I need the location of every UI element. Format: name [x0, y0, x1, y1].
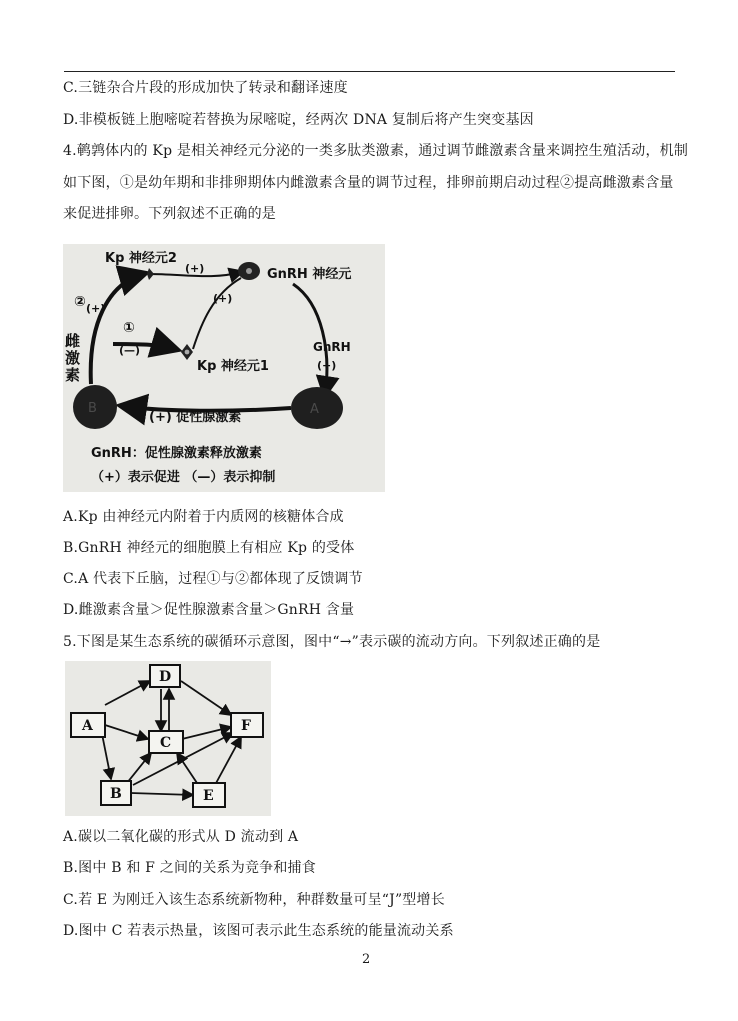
- node-e: [193, 783, 225, 807]
- kp1-neuron-icon: [181, 344, 193, 360]
- q4-stem-line3: 来促进排卵。下列叙述不正确的是: [63, 206, 276, 222]
- q4-option-a: A.Kp 由神经元内附着于内质网的核糖体合成: [63, 509, 344, 525]
- gnrh-neuron-label: GnRH 神经元: [267, 267, 352, 282]
- q5-stem: 5.下图是某生态系统的碳循环示意图，图中“→”表示碳的流动方向。下列叙述正确的是: [63, 634, 601, 650]
- minus-label-1: (—): [119, 344, 141, 357]
- q4-option-d: D.雌激素含量＞促性腺激素含量＞GnRH 含量: [63, 602, 355, 618]
- estrogen-char-1: 雌: [65, 332, 81, 350]
- q4-option-c: C.A 代表下丘脑，过程①与②都体现了反馈调节: [63, 571, 363, 587]
- svg-text:A: A: [310, 402, 319, 417]
- q5-option-c: C.若 E 为刚迁入该生态系统新物种，种群数量可呈“J”型增长: [63, 892, 445, 908]
- node-d: [150, 665, 180, 687]
- estrogen-char-3: 素: [65, 366, 81, 384]
- node-a-circle: [291, 387, 343, 429]
- q4-option-b: B.GnRH 神经元的细胞膜上有相应 Kp 的受体: [63, 540, 355, 556]
- plus-label-mid: (+): [213, 292, 233, 305]
- page-number: 2: [362, 952, 371, 967]
- arrow-a-c: [105, 725, 148, 739]
- plus-label-top: (+): [185, 262, 205, 275]
- kp1-to-gnrh-arrow: [193, 278, 241, 349]
- q3-option-c: C.三链杂合片段的形成加快了转录和翻译速度: [63, 80, 348, 96]
- arrow-a-d: [105, 681, 150, 705]
- gnrh-arrow: [293, 284, 327, 394]
- estrogen-char-2: 激: [65, 349, 81, 367]
- figure-carbon-cycle: [65, 661, 271, 816]
- svg-text:D: D: [159, 669, 172, 685]
- node-b-circle: [73, 385, 117, 429]
- node-f: [231, 713, 263, 737]
- svg-text:A: A: [82, 718, 93, 734]
- q4-stem-line1: 4.鹌鹑体内的 Kp 是相关神经元分泌的一类多肽类激素，通过调节雌激素含量来调控生殖活动，机制: [63, 143, 689, 159]
- circle-1-label: ①: [123, 320, 135, 336]
- circle-2-label: ②: [74, 294, 86, 310]
- q5-option-d: D.图中 C 若表示热量，该图可表示此生态系统的能量流动关系: [63, 923, 454, 939]
- svg-text:B: B: [110, 786, 122, 802]
- gnrh-label: GnRH: [313, 340, 351, 354]
- svg-text:F: F: [241, 718, 251, 734]
- arrow-e-f: [215, 737, 241, 785]
- plus-label-2: (+): [86, 302, 106, 315]
- q5-option-b: B.图中 B 和 F 之间的关系为竞争和捕食: [63, 860, 316, 876]
- svg-text:B: B: [88, 401, 97, 416]
- pathway-2-arrow: [91, 274, 143, 384]
- kp2-neuron-icon: [147, 268, 154, 280]
- legend-gnrh: GnRH：促性腺激素释放激素: [91, 446, 262, 461]
- svg-text:E: E: [203, 788, 214, 804]
- header-rule: [64, 71, 675, 72]
- kp-neuron-2-label: Kp 神经元2: [105, 251, 177, 266]
- svg-text:C: C: [160, 735, 172, 751]
- gnrh-neuron-icon: [238, 262, 260, 280]
- plus-label-gnrh: (+): [317, 359, 337, 372]
- q3-option-d: D.非模板链上胞嘧啶若替换为尿嘧啶，经两次 DNA 复制后将产生突变基因: [63, 112, 534, 128]
- q5-option-a: A.碳以二氧化碳的形式从 D 流动到 A: [63, 829, 299, 845]
- arrow-b-e: [131, 793, 193, 795]
- node-a: [71, 713, 105, 737]
- node-b: [101, 781, 131, 805]
- kp-neuron-1-label: Kp 神经元1: [197, 359, 269, 374]
- node-c: [149, 731, 183, 753]
- legend-signs: （+）表示促进 （—）表示抑制: [91, 470, 276, 485]
- q4-stem-line2: 如下图，①是幼年期和非排卵期体内雌激素含量的调节过程，排卵前期启动过程②提高雌激素含量: [63, 175, 674, 191]
- figure-kp-regulation: [63, 244, 385, 492]
- arrow-d-f: [181, 681, 231, 715]
- gonadotropin-label: (+) 促性腺激素: [149, 410, 242, 425]
